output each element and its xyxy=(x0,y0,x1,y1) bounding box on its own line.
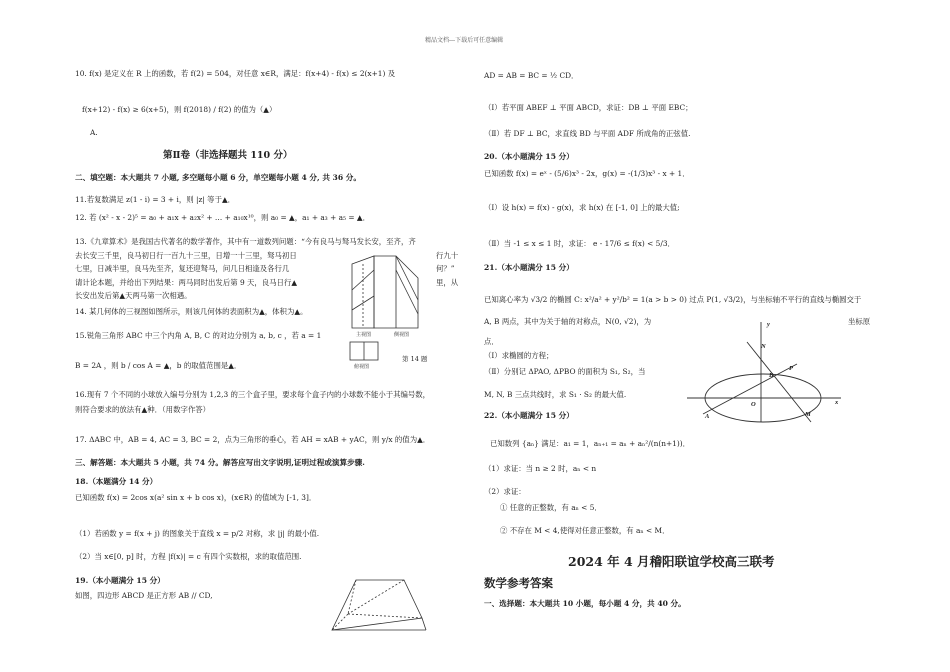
fig21-label-y: y xyxy=(767,321,770,328)
q16-line2: 则符合要求的放法有▲种．（用数字作答） xyxy=(75,405,211,414)
q11: 11.若复数满足 z(1 - i) = 3 + i，则 |z| 等于▲． xyxy=(75,195,236,204)
q21-heading: 21.（本小题满分 15 分） xyxy=(484,263,574,272)
fig21-label-n: N xyxy=(761,343,766,350)
q18-heading: 18.（本题满分 14 分） xyxy=(75,477,158,486)
q13-line4: 请计论本题，并给出下列结果：两马同时出发后第 9 天，良马日行▲ xyxy=(75,278,298,287)
q21-line5: （Ⅱ）分别记 ΔPAO, ΔPBO 的面积为 S₁, S₂，当 xyxy=(484,367,646,376)
fig21-label-a: A xyxy=(705,413,710,420)
fill-heading: 二、填空题：本大题共 7 小题, 多空题每小题 6 分，单空题每小题 4 分, 共 36 分。 xyxy=(75,173,361,182)
page-header: 精品文档---下载后可任意编辑 xyxy=(425,37,504,44)
fig14-label-front: 主视图 xyxy=(356,333,372,338)
q14: 14. 某几何体的三视图如图所示，则该几何体的表面积为▲，体积为▲。 xyxy=(75,307,308,316)
q21-line4: （Ⅰ）求椭圆的方程； xyxy=(484,351,554,360)
answer-line1: 一、选择题：本大题共 10 小题，每小题 4 分，共 40 分。 xyxy=(484,599,686,608)
q22-line3: （2）求证： xyxy=(484,487,526,496)
q22-heading: 22.（本小题满分 15 分） xyxy=(484,411,574,420)
q13-line3b: 何？” xyxy=(436,264,455,273)
q13-line1: 13.《九章算术》是我国古代著名的数学著作，其中有一道数列问题：“今有良马与驽马发长安，至齐，齐 xyxy=(75,237,416,246)
q20-line2: （Ⅰ）设 h(x) = f(x) - g(x)，求 h(x) 在 [-1, 0] 上的最大值; xyxy=(484,203,680,212)
q21-line1: 已知离心率为 √3/2 的椭圆 C: x²/a² + y²/b² = 1(a > b > 0) 过点 P(1, √3/2)，与坐标轴不平行的直线与椭圆交于 xyxy=(484,295,862,304)
solve-heading: 三、解答题：本大题共 5 小题，共 74 分。解答应写出文字说明,证明过程或演算步骤. xyxy=(75,458,365,467)
q13-line3: 七里，日减半里，良马先至齐，复还迎驽马，问几日相逢及各行几 xyxy=(75,264,290,273)
q22-line5: ② 不存在 M < 4,使得对任意正整数，有 aₙ < M． xyxy=(500,526,670,535)
q19-heading: 19.（本小题满分 15 分） xyxy=(75,576,165,585)
fig21-label-x: x xyxy=(835,399,839,406)
q15-line2: B = 2A ，则 b / cos A = ▲，b 的取值范围是▲． xyxy=(75,361,242,370)
q19-part2: （Ⅱ）若 DF ⊥ BC，求直线 BD 与平面 ADF 所成角的正弦值. xyxy=(484,129,691,138)
fig14-label-top: 俯视图 xyxy=(354,365,370,370)
figure-14-caption: 第 14 题 xyxy=(402,355,428,363)
q18-line3: （2）当 x∈[0, p] 时，方程 |f(x)| = c 有四个实数根，求的取值范围. xyxy=(75,552,302,561)
figure-19-solid xyxy=(326,574,436,636)
figure-21-ellipse xyxy=(685,318,845,424)
fig21-label-p: P xyxy=(789,365,793,372)
fig21-label-b: B xyxy=(769,372,774,379)
q13-line5: 长安出发后第▲天两马第一次相遇。 xyxy=(75,291,192,300)
fig21-label-o: O xyxy=(751,401,756,408)
q15-line1: 15.锐角三角形 ABC 中三个内角 A, B, C 的对边分别为 a, b, c ，若 a = 1 xyxy=(75,331,322,340)
q19-cont-line1: AD = AB = BC = ½ CD． xyxy=(484,71,579,80)
q19-line1: 如图，四边形 ABCD 是正方形 AB // CD, xyxy=(75,591,213,600)
part2-title: 第Ⅱ卷（非选择题共 110 分） xyxy=(163,150,293,161)
fig14-label-side: 侧视图 xyxy=(394,333,410,338)
q13-line4b: 里，从 xyxy=(436,278,459,287)
q18-line1: 已知函数 f(x) = 2cos x(a² sin x + b cos x)，(x∈R) 的值域为 [-1, 3]． xyxy=(75,493,317,502)
q16-line1: 16.现有 7 个不同的小球放入编号分别为 1,2,3 的三个盒子里，要求每个盒子内的小球数不能小于其编号数， xyxy=(75,390,431,399)
q12: 12. 若 (x² - x - 2)⁵ = a₀ + a₁x + a₂x² + … + a₁₀x¹⁰，则 a₀ = ▲，a₁ + a₃ + a₅ = ▲． xyxy=(75,213,370,222)
q13-line2b: 行九十 xyxy=(436,251,459,260)
exam-title: 2024 年 4 月稽阳联谊学校高三联考 xyxy=(568,554,775,569)
q18-line2: （1）若函数 y = f(x + j) 的图象关于直线 x = p/2 对称，求 |j| 的最小值. xyxy=(75,529,320,538)
q10-line1: 10. f(x) 是定义在 R 上的函数，若 f(2) = 504，对任意 x∈R，满足：f(x+4) - f(x) ≤ 2(x+1) 及 xyxy=(75,69,396,78)
q22-line4: ① 任意的正整数，有 aₙ < 5． xyxy=(500,503,602,512)
q21-line3: 点． xyxy=(484,337,499,346)
q20-heading: 20.（本小题满分 15 分） xyxy=(484,152,574,161)
q19-part1: （Ⅰ）若平面 ABEF ⊥ 平面 ABCD，求证：DB ⊥ 平面 EBC； xyxy=(484,103,693,112)
fig21-label-m: M xyxy=(805,411,811,418)
figure-14-three-views xyxy=(338,250,459,372)
q22-line2: （1）求证：当 n ≥ 2 时，aₙ < n xyxy=(484,464,597,473)
q20-line1: 已知函数 f(x) = eˣ - (5/6)x³ - 2x，g(x) = -(1/3)x³ - x + 1． xyxy=(484,169,690,178)
q10-line2: f(x+12) - f(x) ≥ 6(x+5)，则 f(2018) / f(2) 的值为（▲） xyxy=(82,105,277,114)
q17: 17. ΔABC 中，AB = 4, AC = 3, BC = 2，点为三角形的垂心，若 AH = xAB + yAC，则 y/x 的值为▲． xyxy=(75,435,431,444)
q21-line2: A, B 两点，其中为关于轴的对称点，N(0, √2)，为 xyxy=(484,317,652,326)
q21-line2b: 坐标原 xyxy=(848,317,871,326)
q20-line3: （Ⅱ）当 -1 ≤ x ≤ 1 时，求证： e - 17/6 ≤ f(x) < 5/3． xyxy=(484,239,675,248)
answer-title: 数学参考答案 xyxy=(484,576,553,590)
q13-line2: 去长安三千里，良马初日行一百九十三里，日增一十三里，驽马初日 xyxy=(75,251,297,260)
q10-option: A. xyxy=(90,128,98,137)
q21-line6: M, N, B 三点共线时，求 S₁ · S₂ 的最大值. xyxy=(484,390,627,399)
q22-line1: 已知数列 {aₙ} 满足：a₁ = 1，aₙ₊₁ = aₙ + aₙ²/(n(n+1))． xyxy=(490,439,691,448)
